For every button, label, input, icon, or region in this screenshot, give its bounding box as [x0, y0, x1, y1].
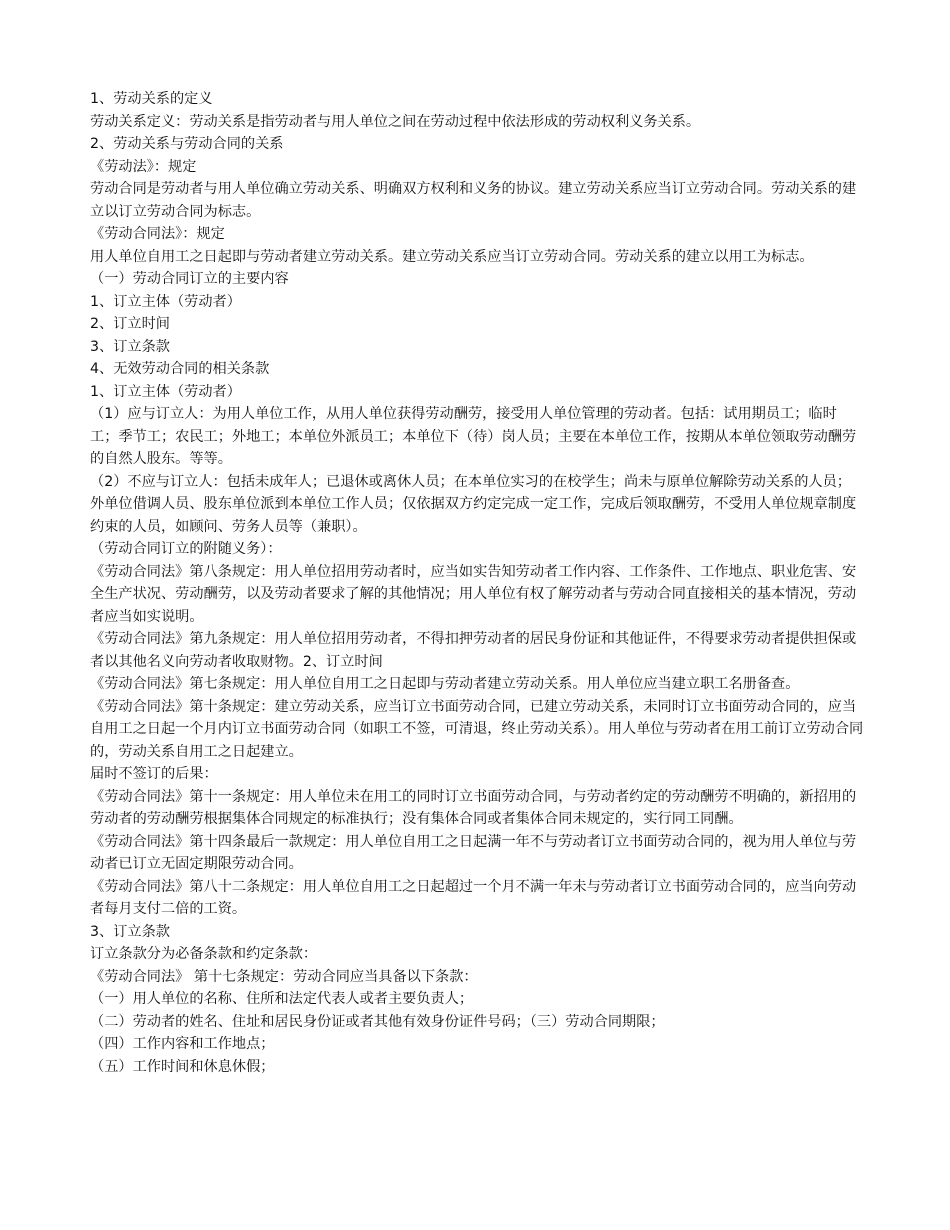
paragraph-article-8: 《劳动合同法》第八条规定：用人单位招用劳动者时，应当如实告知劳动者工作内容、工作条件、工作地点、职业危害、安全生产状况、劳动酬劳，以及劳动者要求了解的其他情况；用人单位有权了解劳动者与劳动合同直接相关的基本情况，劳动者应当如实说明。: [90, 563, 857, 625]
paragraph-should-sign: （1）应与订立人：为用人单位工作，从用人单位获得劳动酬劳，接受用人单位管理的劳动者。包括：试用期员工；临时工；季节工；农民工；外地工；本单位外派员工；本单位下（待）岗人员；主要在本单位工作，按期从本单位领取劳动酬劳的自然人股东。等等。: [90, 406, 857, 467]
law-reference-labor-law: 《劳动法》：规定: [90, 158, 197, 175]
paragraph-article-17: 《劳动合同法》 第十七条规定：劳动合同应当具备以下条款：: [90, 968, 478, 985]
list-item: 1、订立主体（劳动者）: [90, 293, 241, 310]
paragraph-article-7: 《劳动合同法》第七条规定：用人单位自用工之日起即与劳动者建立劳动关系。用人单位应当建立职工名册备查。: [90, 676, 800, 692]
subsection-heading-consequences: 届时不签订的后果：: [90, 766, 218, 782]
list-item: （五）工作时间和休息休假；: [90, 1058, 275, 1075]
paragraph-article-82: 《劳动合同法》第八十二条规定：用人单位自用工之日起超过一个月不满一年未与劳动者订立书面劳动合同的，应当向劳动者每月支付二倍的工资。: [90, 878, 857, 917]
paragraph-labor-law-provision: 劳动合同是劳动者与用人单位确立劳动关系、明确双方权利和义务的协议。建立劳动关系应当订立劳动合同。劳动关系的建立以订立劳动合同为标志。: [90, 181, 857, 220]
paragraph-definition: 劳动关系定义：劳动关系是指劳动者与用人单位之间在劳动过程中依法形成的劳动权利义务关系。: [90, 113, 701, 130]
list-item: 4、无效劳动合同的相关条款: [90, 361, 270, 377]
paragraph-article-9: 《劳动合同法》第九条规定：用人单位招用劳动者，不得扣押劳动者的居民身份证和其他证件，不得要求劳动者提供担保或者以其他名义向劳动者收取财物。2、订立时间: [90, 631, 857, 670]
document-body: [90, 88, 865, 1078]
paragraph-contract-law-provision: 用人单位自用工之日起即与劳动者建立劳动关系。建立劳动关系应当订立劳动合同。劳动关系的建立以用工为标志。: [90, 248, 814, 265]
section-heading-clauses: 3、订立条款: [90, 923, 170, 940]
section-heading-subject: 1、订立主体（劳动者）: [90, 383, 241, 400]
paragraph-article-14: 《劳动合同法》第十四条最后一款规定：用人单位自用工之日起满一年不与劳动者订立书面劳动合同的，视为用人单位与劳动者已订立无固定期限劳动合同。: [90, 833, 857, 872]
paragraph-article-11: 《劳动合同法》第十一条规定：用人单位未在用工的同时订立书面劳动合同，与劳动者约定的劳动酬劳不明确的，新招用的劳动者的劳动酬劳根据集体合同规定的标准执行；没有集体合同或者集体合同未规定的，实行同工同酬。: [90, 788, 857, 827]
list-item: （四）工作内容和工作地点；: [90, 1036, 275, 1052]
paragraph-clause-types: 订立条款分为必备条款和约定条款：: [90, 946, 318, 962]
list-item: （一）用人单位的名称、住所和法定代表人或者主要负责人；: [90, 991, 474, 1007]
law-reference-contract-law: 《劳动合同法》：规定: [90, 226, 225, 242]
subsection-heading-ancillary-duty: （劳动合同订立的附随义务）：: [90, 541, 282, 557]
list-item: 3、订立条款: [90, 338, 170, 355]
paragraph-article-10: 《劳动合同法》第十条规定：建立劳动关系，应当订立书面劳动合同，已建立劳动关系，未同时订立书面劳动合同的，应当自用工之日起一个月内订立书面劳动合同（如职工不签，可清退，终止劳动关系）。用人单位与劳动者在用工前订立劳动合同的，劳动关系自用工之日起建立。: [90, 698, 864, 760]
section-heading-relation: 2、劳动关系与劳动合同的关系: [90, 136, 284, 152]
subsection-heading-main-content: （一）劳动合同订立的主要内容: [90, 271, 289, 287]
list-item: （二）劳动者的姓名、住址和居民身份证或者其他有效身份证件号码；（三）劳动合同期限；: [90, 1013, 665, 1030]
paragraph-should-not-sign: （2）不应与订立人：包括未成年人；已退休或离休人员；在本单位实习的在校学生；尚未与原单位解除劳动关系的人员；外单位借调人员、股东单位派到本单位工作人员；仅依据双方约定完成一定工作，完成后领取酬劳，不受用人单位规章制度约束的人员，如顾问、劳务人员等（兼职）。: [90, 473, 857, 535]
section-heading-definition: 1、劳动关系的定义: [90, 91, 213, 107]
list-item: 2、订立时间: [90, 316, 170, 332]
